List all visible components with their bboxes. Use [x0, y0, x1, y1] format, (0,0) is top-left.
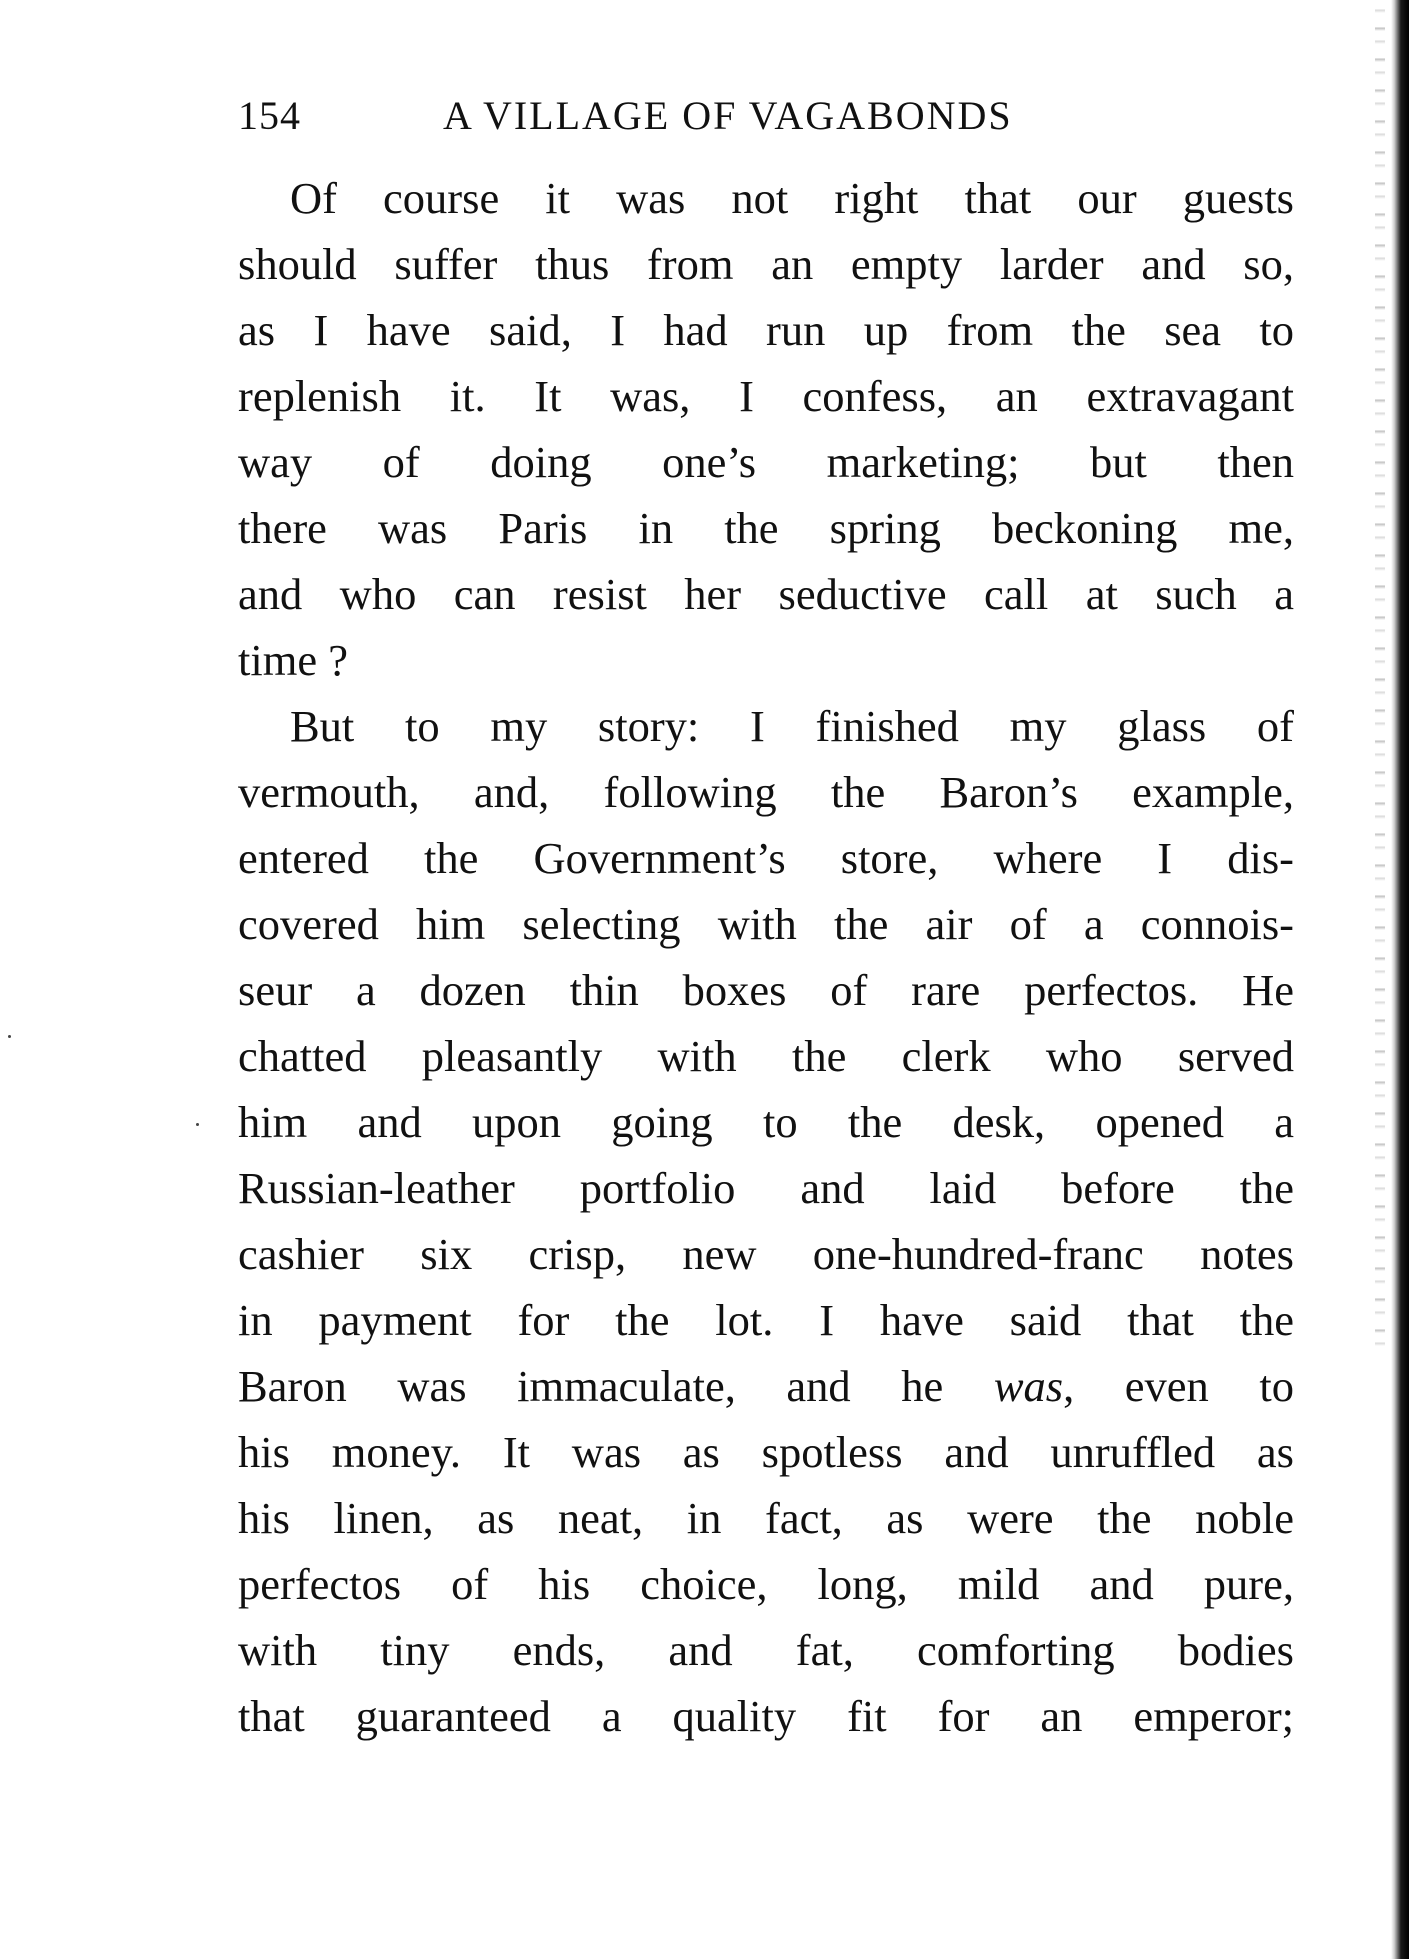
text-line: But to my story: I finished my glass of	[290, 701, 1294, 751]
text-line: entered the Government’s store, where I dis-	[238, 833, 1294, 883]
text-line: should suffer thus from an empty larder and so,	[238, 239, 1294, 289]
text-line: way of doing one’s marketing; but then	[238, 437, 1294, 487]
page-number: 154	[238, 93, 301, 138]
text-line: in payment for the lot. I have said that the	[238, 1295, 1294, 1345]
stray-mark	[196, 1123, 199, 1126]
text-line: there was Paris in the spring beckoning me,	[238, 503, 1294, 553]
running-title: A VILLAGE OF VAGABONDS	[443, 93, 1013, 138]
text-line: cashier six crisp, new one-hundred-franc notes	[238, 1229, 1294, 1279]
text-line: his money. It was as spotless and unruffled as	[238, 1427, 1294, 1477]
text-line: with tiny ends, and fat, comforting bodies	[238, 1625, 1294, 1675]
text-line: as I have said, I had run up from the sea to	[238, 305, 1294, 355]
text-line: replenish it. It was, I confess, an extravagant	[238, 371, 1294, 421]
page-header	[238, 92, 1298, 148]
text-line: his linen, as neat, in fact, as were the noble	[238, 1493, 1294, 1543]
text-line: and who can resist her seductive call at such a	[238, 569, 1294, 619]
text-line: that guaranteed a quality fit for an emperor;	[238, 1691, 1294, 1741]
text-line: Russian-leather portfolio and laid before the	[238, 1163, 1294, 1213]
text-line: him and upon going to the desk, opened a	[238, 1097, 1294, 1147]
body-text	[238, 165, 1294, 1749]
text-line: covered him selecting with the air of a connois-	[238, 899, 1294, 949]
stray-mark	[8, 1035, 11, 1038]
text-line: Baron was immaculate, and he was, even to	[238, 1361, 1294, 1411]
emphasis: was	[993, 1361, 1064, 1411]
text-line: chatted pleasantly with the clerk who served	[238, 1031, 1294, 1081]
text-line: Of course it was not right that our guests	[290, 173, 1294, 223]
binding-speckle	[1375, 0, 1385, 1350]
text-line: seur a dozen thin boxes of rare perfectos. He	[238, 965, 1294, 1015]
text-line: perfectos of his choice, long, mild and pure,	[238, 1559, 1294, 1609]
text-line: time ?	[238, 635, 348, 685]
binding-edge	[1391, 0, 1409, 1959]
text-line: vermouth, and, following the Baron’s example,	[238, 767, 1294, 817]
